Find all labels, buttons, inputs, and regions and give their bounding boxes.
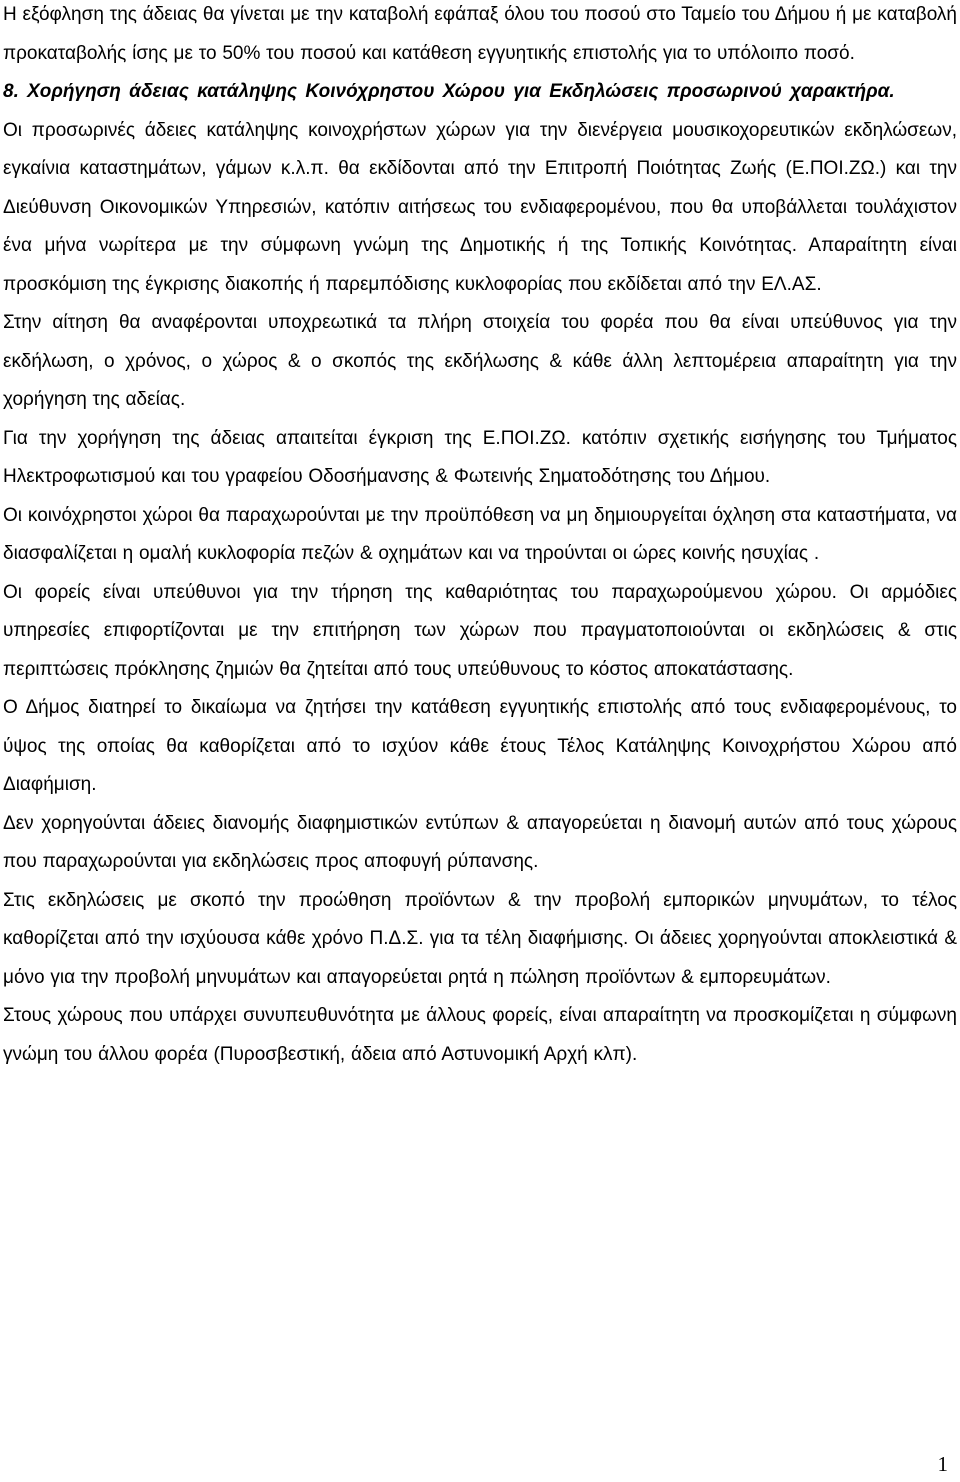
paragraph-application-details: Στην αίτηση θα αναφέρονται υποχρεωτικά τα πλήρη στοιχεία του φορέα που θα είναι υπεύθυνος για την εκδήλωση, ο χρόνος, ο χώρος & ο σκοπός της εκδήλωσης & κάθε άλλη λεπτομέρεια απαραίτητη για την χορήγηση της αδείας. (3, 312, 957, 410)
document-page (3, 0, 957, 1074)
intro-paragraph: Η εξόφληση της άδειας θα γίνεται με την καταβολή εφάπαξ όλου του ποσού στο Ταμείο του Δήμου ή με καταβολή προκαταβολής ίσης με το 50% του ποσού και κατάθεση εγγυητικής επιστολής για το υπόλοιπο ποσό. (3, 4, 957, 64)
paragraph-co-responsibility: Στους χώρους που υπάρχει συνυπευθυνότητα με άλλους φορείς, είναι απαραίτητη να προσκομίζεται η σύμφωνη γνώμη του άλλου φορέα (Πυροσβεστική, άδεια από Αστυνομική Αρχή κλπ). (3, 1005, 957, 1065)
paragraph-leaflets: Δεν χορηγούνται άδειες διανομής διαφημιστικών εντύπων & απαγορεύεται η διανομή αυτών από τους χώρους που παραχωρούνται για εκδηλώσεις προς αποφυγή ρύπανσης. (3, 812, 957, 872)
page-number: 1 (937, 1452, 948, 1476)
paragraph-cleanliness: Οι φορείς είναι υπεύθυνοι για την τήρηση της καθαριότητας του παραχωρούμενου χώρου. Οι αρμόδιες υπηρεσίες επιφορτίζονται με την επιτήρηση των χώρων που πραγματοποιούνται οι εκδηλώσεις & στις περιπτώσεις πρόκλησης ζημιών θα ζητείται από τους υπεύθυνους το κόστος αποκατάστασης. (3, 581, 957, 680)
paragraph-conditions: Οι κοινόχρηστοι χώροι θα παραχωρούνται με την προϋπόθεση να μη δημιουργείται όχληση στα καταστήματα, να διασφαλίζεται η ομαλή κυκλοφορία πεζών & οχημάτων και να τηρούνται οι ώρες κοινής ησυχίας . (3, 504, 957, 564)
paragraph-approval: Για την χορήγηση της άδειας απαιτείται έγκριση της Ε.ΠΟΙ.ΖΩ. κατόπιν σχετικής εισήγησης του Τμήματος Ηλεκτροφωτισμού και του γραφείου Οδοσήμανσης & Φωτεινής Σηματοδότησης του Δήμου. (3, 427, 957, 487)
paragraph-promotion: Στις εκδηλώσεις με σκοπό την προώθηση προϊόντων & την προβολή εμπορικών μηνυμάτων, το τέλος καθορίζεται από την ισχύουσα κάθε χρόνο Π.Δ.Σ. για τα τέλη διαφήμισης. Οι άδειες χορηγούνται αποκλειστικά & μόνο για την προβολή μηνυμάτων και απαγορεύεται ρητά η πώληση προϊόντων & εμπορευμάτων. (3, 889, 957, 988)
section-heading: 8. Χορήγηση άδειας κατάληψης Κοινόχρηστου Χώρου για Εκδηλώσεις προσωρινού χαρακτήρα. (3, 81, 895, 102)
paragraph-guarantee: Ο Δήμος διατηρεί το δικαίωμα να ζητήσει την κατάθεση εγγυητικής επιστολής από τους ενδιαφερομένους, το ύψος της οποίας θα καθορίζεται από το ισχύον κάθε έτους Τέλος Κατάληψης Κοινοχρήστου Χώρου από Διαφήμιση. (3, 697, 957, 795)
paragraph-permits-issuance: Οι προσωρινές άδειες κατάληψης κοινοχρήστων χώρων για την διενέργεια μουσικοχορευτικών εκδηλώσεων, εγκαίνια καταστημάτων, γάμων κ.λ.π. θα εκδίδονται από την Επιτροπή Ποιότητας Ζωής (Ε.ΠΟΙ.ΖΩ.) και την Διεύθυνση Οικονομικών Υπηρεσιών, κατόπιν αιτήσεως του ενδιαφερομένου, που θα υποβάλλεται τουλάχιστον ένα μήνα νωρίτερα με την σύμφωνη γνώμη της Δημοτικής ή της Τοπικής Κοινότητας. Απαραίτητη είναι προσκόμιση της έγκρισης διακοπής ή παρεμπόδισης κυκλοφορίας που εκδίδεται από την ΕΛ.ΑΣ. (3, 119, 957, 295)
